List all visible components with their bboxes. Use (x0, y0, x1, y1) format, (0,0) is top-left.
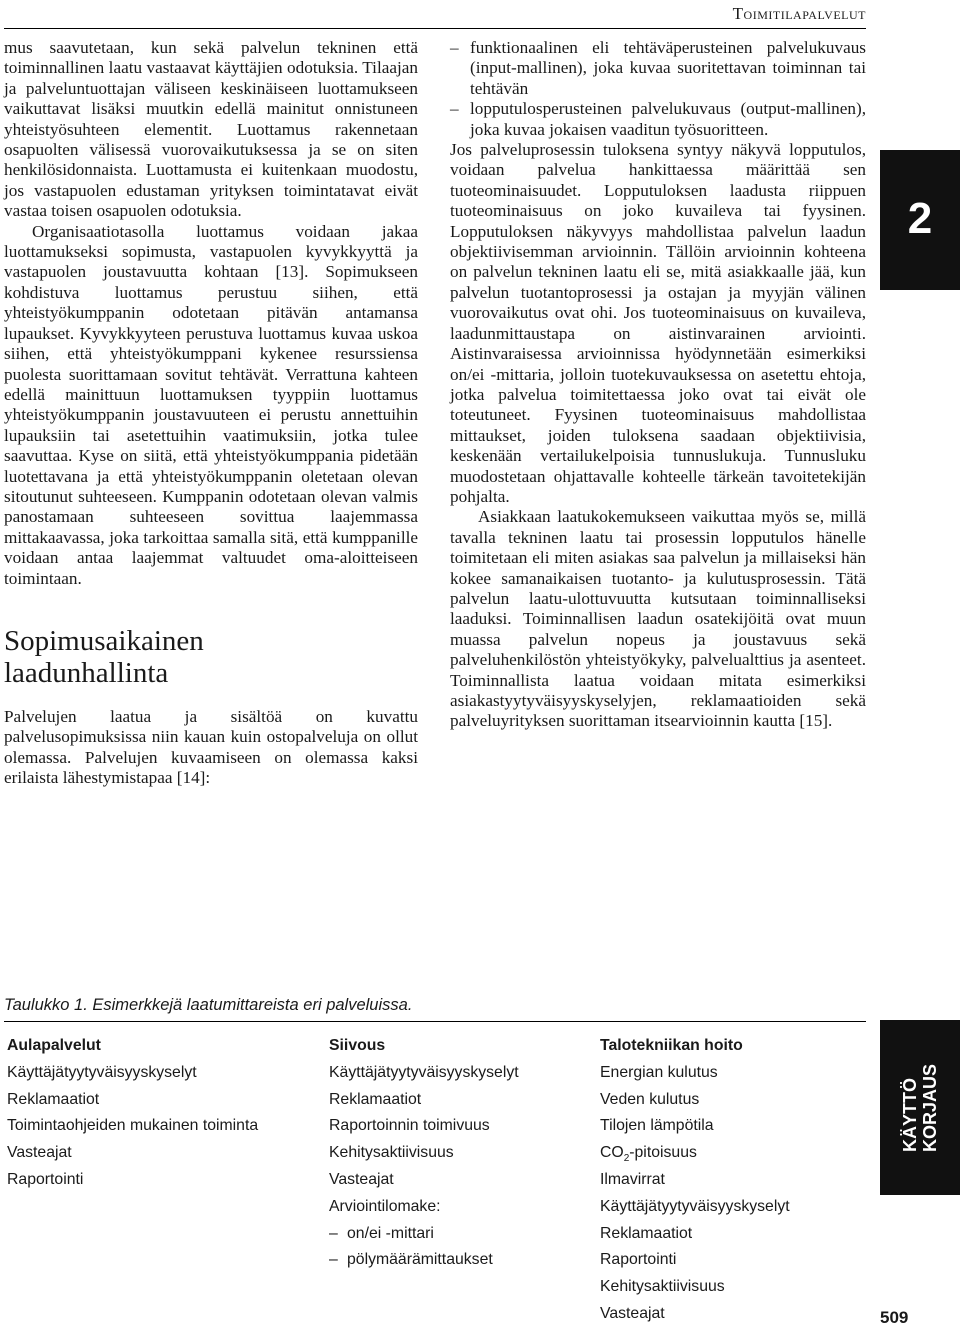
table-sub-cell: – on/ei -mittari (329, 1224, 434, 1242)
co2-subscript: 2 (623, 1153, 630, 1165)
header-rule (4, 28, 866, 29)
chapter-number: 2 (907, 194, 933, 243)
table-header: Talotekniikan hoito (600, 1037, 743, 1054)
right-paragraph-1: Jos palveluprosessin tuloksena syntyy näkyvä lopputulos, voidaan palvelua hankittaessa määrittää sen tuoteominaisuudet. Lopputuloksen laadusta riippuen tuoteominaisuus on joko kuvaileva tai fyysinen. Lopputuloksen näkyvyys mahdollistaa palvelun laadun objektiivisemman arvioinnin. Tällöin arvioinnin kohteena on palvelun tekninen laatu eli se, mitä asiakkaalle jää, kun palvelun tuotantoprosessi ja ostajan ja myyjän välinen vuorovaikutus ovat ohi. Jos tuoteominaisuus on kuvaileva, laadunmittaustapa on aistinvarainen arviointi. Aistinvaraisessa arvioinnissa hyödynnetään esimerkiksi on/ei -mittaria, jolloin tuotekuvauksessa on asetettu ehtoja, jotka palvelua toimitettaessa joko ovat tai eivät ole toteutuneet. Fyysinen tuoteominaisuus mahdollistaa mittaukset, joiden tuloksena saadaan objektiivisia, keskenään vertailukelpoisia tunnuslukuja. Tunnusluku muodostetaan ohjattavalle kohteelle tärkeän tavoitetekijän pohjalta. (450, 140, 866, 506)
table-cell: Reklamaatiot (329, 1090, 422, 1108)
list-item-text: lopputulosperusteinen palvelukuvaus (output-mallinen), joka kuvaa jokaisen vaaditun työsuoritteen. (470, 99, 866, 139)
table-cell: Tilojen lämpötila (600, 1117, 714, 1135)
section-title-line-1: Sopimusaikainen (4, 624, 204, 657)
table-cell: Kehitysaktiivisuus (600, 1278, 725, 1296)
table-sub-cell-text: pölymäärämittaukset (347, 1251, 493, 1269)
table-cell: Ilmavirrat (600, 1170, 665, 1188)
table-cell: Toimintaohjeiden mukainen toiminta (7, 1117, 259, 1135)
section-title (4, 625, 418, 689)
category-tab (880, 1020, 960, 1195)
running-head: Toimitilapalvelut (732, 4, 866, 23)
list-item: – funktionaalinen eli tehtäväperusteinen palvelukuvaus (input-mallinen), joka kuvaa suoritettavan toiminnan tai tehtävän (450, 38, 866, 98)
table-cell: Käyttäjätyytyväisyyskyselyt (329, 1063, 519, 1081)
table-cell: Raportointi (600, 1251, 677, 1269)
table-column-siivous (329, 1033, 589, 1274)
table-cell: Energian kulutus (600, 1063, 718, 1081)
section-title-line-2: laadunhallinta (4, 656, 169, 689)
chapter-tab (880, 150, 960, 290)
table-cell: Raportointi (7, 1170, 84, 1188)
table-cell: Kehitysaktiivisuus (329, 1144, 454, 1162)
right-column (450, 38, 866, 732)
table-cell: Arviointilomake: (329, 1197, 441, 1215)
table-cell: Vasteajat (329, 1170, 394, 1188)
table-cell: Käyttäjätyytyväisyyskyselyt (7, 1063, 197, 1081)
table-cell: Vasteajat (7, 1144, 72, 1162)
table-cell: Raportoinnin toimivuus (329, 1117, 490, 1135)
co2-rest: -pitoisuus (629, 1144, 697, 1162)
table-column-talotekniikka (600, 1033, 870, 1328)
table-column-aulapalvelut (7, 1033, 317, 1194)
list-item: – lopputulosperusteinen palvelukuvaus (output-mallinen), joka kuvaa jokaisen vaaditun työsuoritteen. (450, 99, 866, 139)
table-header: Aulapalvelut (7, 1037, 101, 1054)
table-cell: Veden kulutus (600, 1090, 700, 1108)
table-cell-co2 (600, 1140, 870, 1167)
category-label-line-2: KORJAUS (920, 1063, 940, 1153)
category-label-line-1: KÄYTTÖ (900, 1078, 920, 1153)
list-item-text: funktionaalinen eli tehtäväperusteinen palvelukuvaus (input-mallinen), joka kuvaa suoritettavan toiminnan tai tehtävän (470, 38, 866, 98)
right-paragraph-2: Asiakkaan laatukokemukseen vaikuttaa myös se, millä tavalla tekninen laatu tai prosessin lopputulos hänelle toimitetaan eli miten asiakas saa palvelun ja millaiseksi hän kokee samanaikaisen tuotanto- ja kulutusprosessin. Tätä palvelun laatu-ulottuvuutta kutsutaan toiminnalliseksi laaduksi. Toiminnallisen laadun osatekijöitä ovat muun muassa palvelun nopeus ja joustavuus sekä palveluhenkilöstön yhteistyökyky, palvelualttius ja asenteet. Toiminnallista laatua voidaan mitata esimerkiksi asiakastyytyväisyyskyselyjen, reklamaatioiden sekä palveluyrityksen suorittaman itsearvioinnin kautta [15]. (450, 507, 866, 731)
left-paragraph-3: Palvelujen laatua ja sisältöä on kuvattu palvelusopimuksissa niin kauan kuin ostopalveluja on ollut olemassa. Palvelujen kuvaamiseen on olemassa kaksi erilaista lähestymistapaa [14]: (4, 706, 418, 788)
table-cell: Käyttäjätyytyväisyyskyselyt (600, 1197, 790, 1215)
co2-main: CO (600, 1144, 624, 1162)
table-sub-cell: – pölymäärämittaukset (329, 1251, 493, 1269)
left-paragraph-2: Organisaatiotasolla luottamus voidaan jakaa luottamukseksi sopimusta, vastapuolen kyvykkyyttä ja vastapuolen joustavuutta kohtaan [13]. Sopimukseen kohdistuva luottamus perustuu siihen, että yhteistyökumppanin odotetaan pitävän antamansa lupaukset. Kyvykkyyteen perustuva luottamus kuvaa uskoa siihen, että yhteistyökumppani kykenee resurssiensa puolesta suorittamaan sovitut tehtävät. Verrattuna kahteen edellä mainittuun luottamuksen tyyppiin luottamus yhteistyökumppanin joustavuuteen ei perustu annettuihin lupauksiin tai asetettuihin vaatimuksiin, jotka tulee saavuttaa. Kyse on siitä, että yhteistyökumppania pidetään luotettavana ja että yhteistyökumppanin oletetaan olevan sitoutunut suhteeseen. Kumppanin odotetaan olevan valmis panostamaan suhteeseen sovittua laajemmassa mittakaavassa, joka tarkoittaa samalla sitä, että kumppanille voidaan antaa laajemmat valtuudet oma-aloitteiseen toimintaan. (4, 221, 418, 588)
page-number: 509 (880, 1308, 909, 1327)
table-cell: Reklamaatiot (7, 1090, 100, 1108)
table-title: Taulukko 1. Esimerkkejä laatumittareista eri palveluissa. (4, 996, 413, 1014)
left-paragraph-1: mus saavutetaan, kun sekä palvelun tekninen että toiminnallinen laatu vastaavat käyttäjien odotuksia. Tilaajan ja palveluntuottajan väliseen keskinäiseen luottamukseen vaikuttavat lisäksi muutkin edellä mainitut onnistuneen yhteistyösuhteen elementit. Luottamus rakennetaan osapuolten välisessä vuorovaikutuksessa ja se on siten henkilösidonnaista. Luottamusta ei kuitenkaan muodostu, jos vastapuolen edustaman yrityksen toimintatavat eivät vastaa toisen osapuolen odotuksia. (4, 38, 418, 221)
table-rule (4, 1021, 866, 1022)
table-header: Siivous (329, 1037, 386, 1054)
table-sub-cell-text: on/ei -mittari (347, 1224, 434, 1242)
category-label (900, 1064, 940, 1152)
table-cell: Reklamaatiot (600, 1224, 693, 1242)
table-cell: Vasteajat (600, 1304, 665, 1322)
left-column (4, 38, 418, 789)
